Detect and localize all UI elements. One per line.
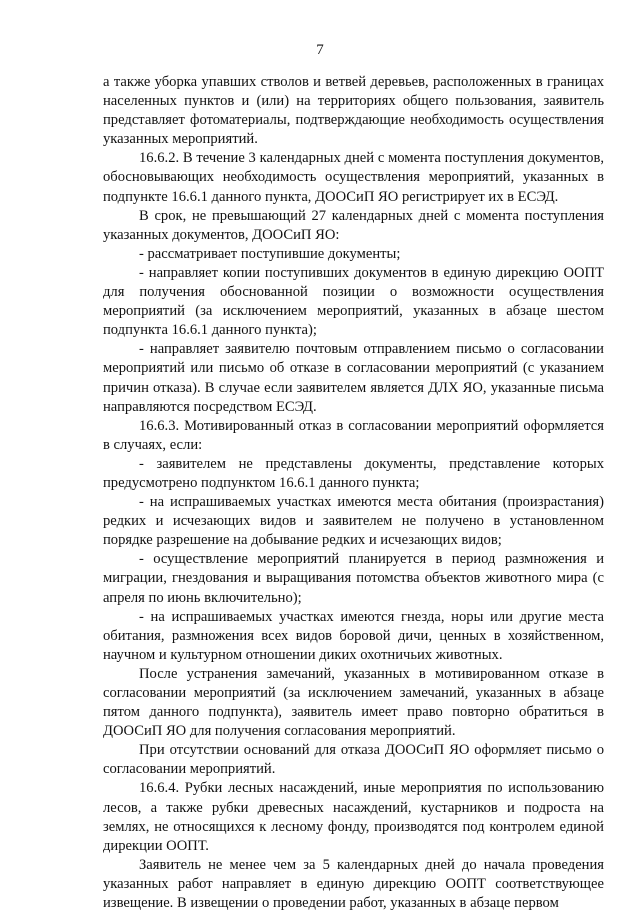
- paragraph-5: - направляет копии поступивших документов в единую дирекцию ООПТ для получения обоснованной позиции о возможности осуществления мероприятий (за исключением мероприятий, указанных в абзаце шестом подпункта 16.6.1 данного пункта);: [103, 264, 604, 339]
- paragraph-8: - заявителем не представлены документы, представление которых предусмотрено подпунктом 16.6.1 данного пункта;: [103, 455, 604, 491]
- page-number: 7: [316, 42, 324, 58]
- paragraph-2: 16.6.2. В течение 3 календарных дней с момента поступления документов, обосновывающих необходимость осуществления мероприятий, указанных в подпункте 16.6.1 данного пункта, ДООСиП ЯО регистрирует их в ЕСЭД.: [103, 150, 604, 205]
- paragraph-10: - осуществление мероприятий планируется в период размножения и миграции, гнездования и выращивания потомства объектов животного мира (с апреля по июнь включительно);: [103, 551, 604, 606]
- paragraph-14: 16.6.4. Рубки лесных насаждений, иные мероприятия по использованию лесов, а также рубки древесных насаждений, кустарников и подроста на землях, не относящихся к лесному фонду, производятся под контролем единой дирекции ООПТ.: [103, 780, 604, 854]
- paragraph-13: При отсутствии оснований для отказа ДООСиП ЯО оформляет письмо о согласовании мероприятий.: [103, 742, 604, 778]
- paragraph-15: Заявитель не менее чем за 5 календарных дней до начала проведения указанных работ направляет в единую дирекцию ООПТ соответствующее извещение. В извещении о проведении работ, указанных в абзаце первом: [103, 856, 604, 912]
- paragraph-1: а также уборка упавших стволов и ветвей деревьев, расположенных в границах населенных пунктов и (или) на территориях общего пользования, заявитель представляет фотоматериалы, подтверждающие необходимость осуществления указанных мероприятий.: [103, 74, 604, 148]
- paragraph-7: 16.6.3. Мотивированный отказ в согласовании мероприятий оформляется в случаях, если:: [103, 417, 604, 453]
- paragraph-4: - рассматривает поступившие документы;: [139, 245, 401, 262]
- paragraph-12: После устранения замечаний, указанных в мотивированном отказе в согласовании мероприятий (за исключением замечаний, указанных в абзаце пятом данного подпункта), заявитель имеет право повторно обратиться в ДООСиП ЯО для получения согласования мероприятий.: [103, 665, 604, 740]
- document-body: [103, 73, 604, 913]
- paragraph-6: - направляет заявителю почтовым отправлением письмо о согласовании мероприятий или письмо об отказе в согласовании мероприятий (с указанием причин отказа). В случае если заявителем является ДЛХ ЯО, указанные письма направляются посредством ЕСЭД.: [103, 341, 604, 415]
- paragraph-9: - на испрашиваемых участках имеются места обитания (произрастания) редких и исчезающих видов и заявителем не получено в установленном порядке разрешение на добывание редких и исчезающих видов;: [103, 494, 604, 549]
- paragraph-3: В срок, не превышающий 27 календарных дней с момента поступления указанных документов, ДООСиП ЯО:: [103, 207, 604, 243]
- paragraph-11: - на испрашиваемых участках имеются гнезда, норы или другие места обитания, размножения всех видов боровой дичи, ценных в хозяйственном, научном и культурном отношении диких охотничьих животных.: [103, 608, 604, 663]
